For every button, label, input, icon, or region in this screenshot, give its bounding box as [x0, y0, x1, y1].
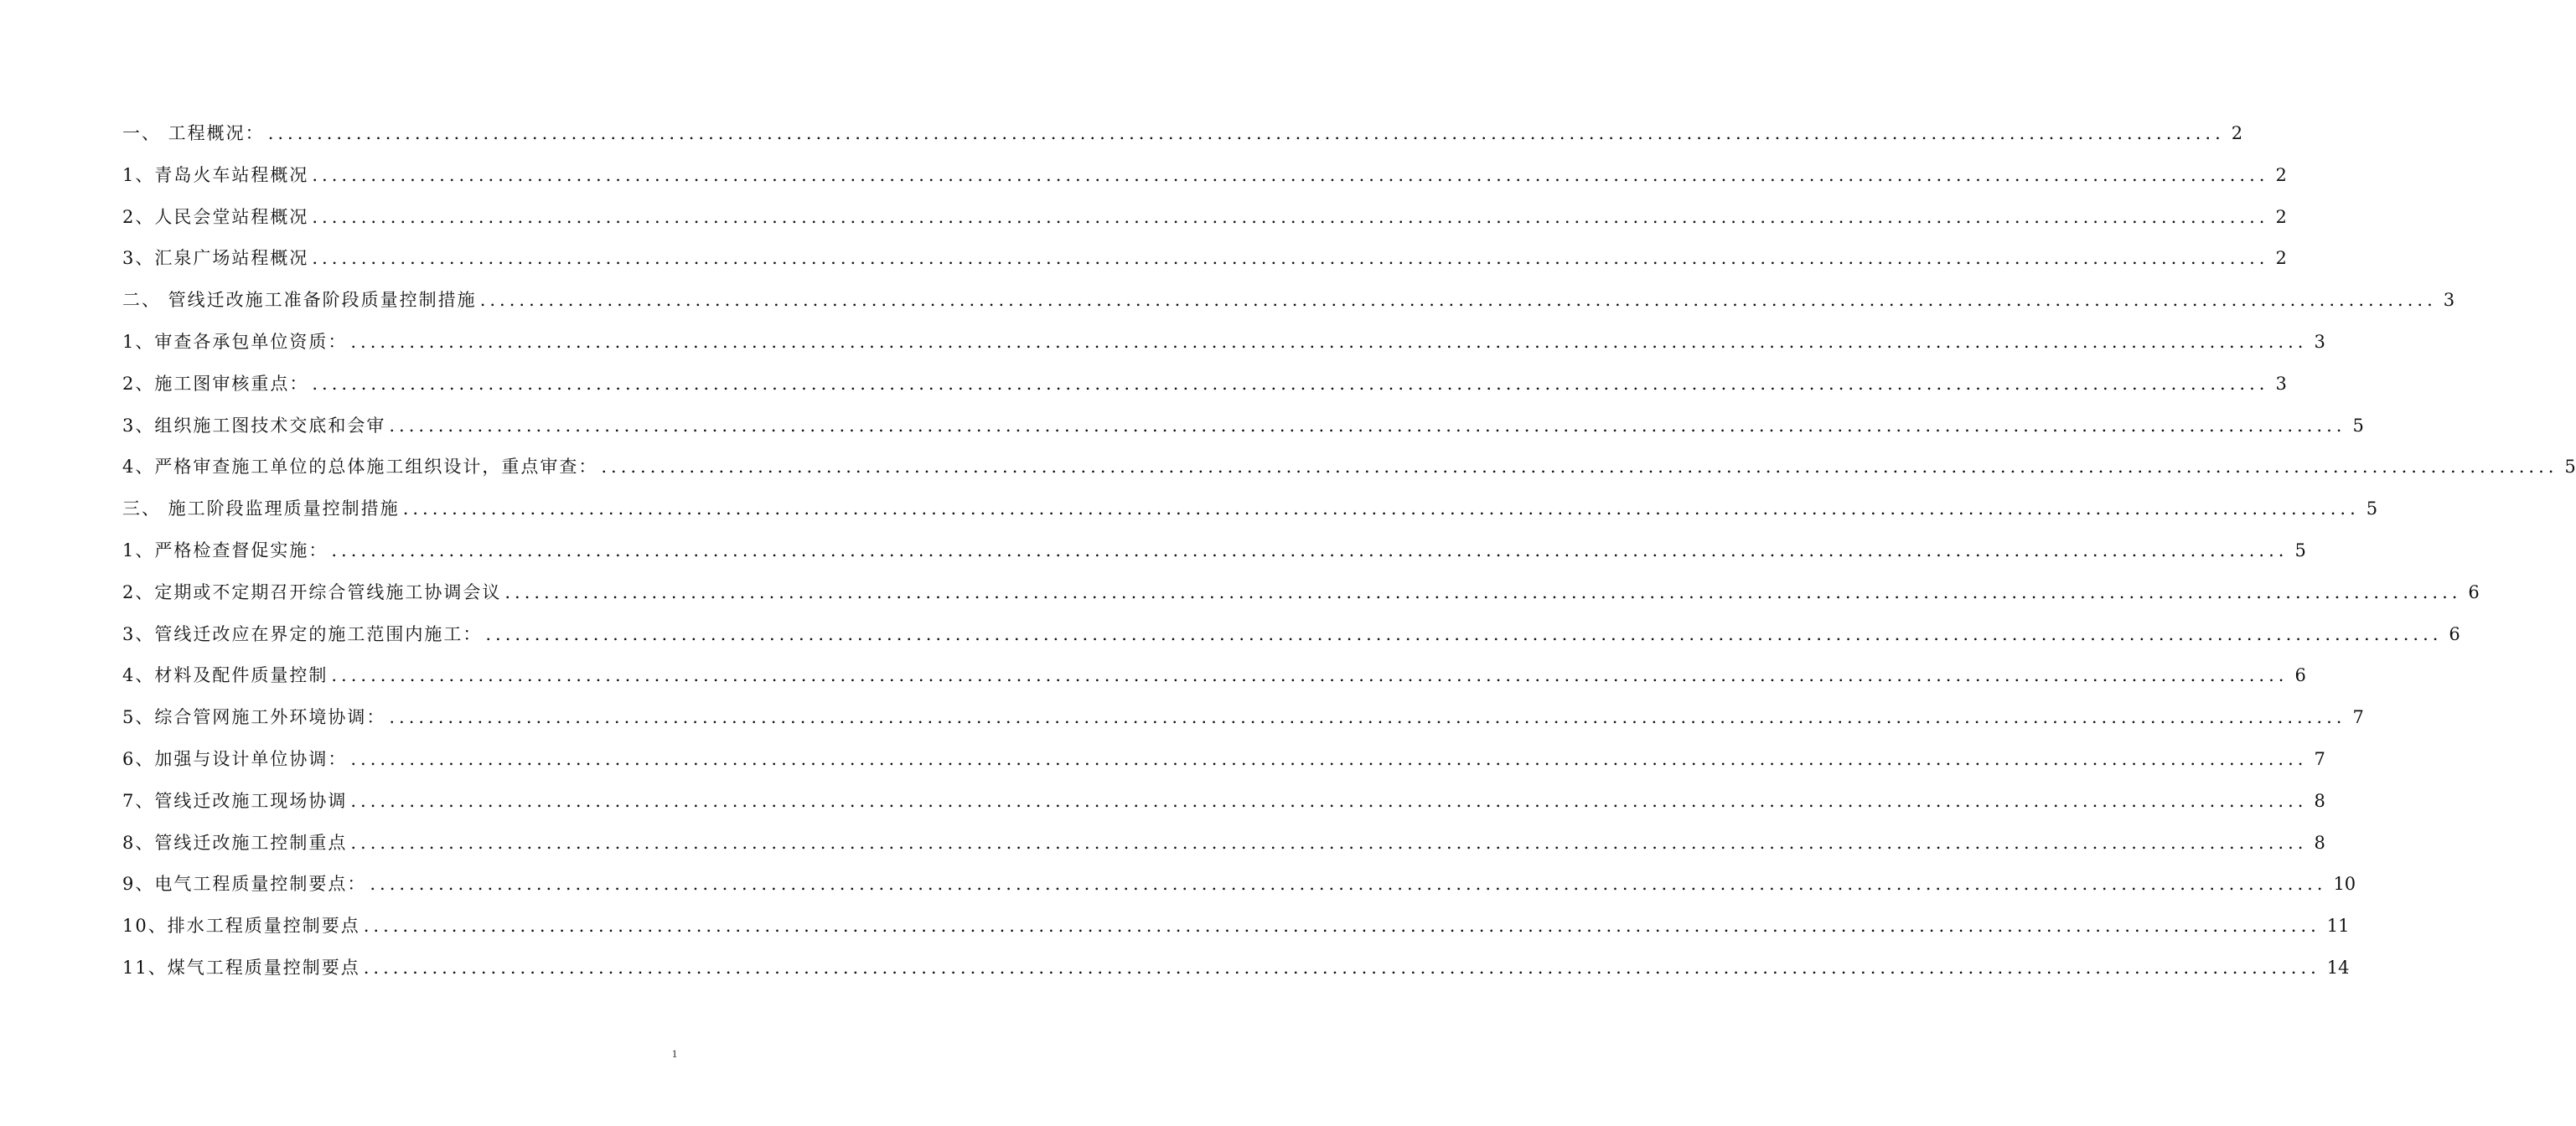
toc-entry-page: 7 — [2352, 707, 2364, 728]
toc-entry[interactable] — [122, 948, 2350, 989]
toc-dot-leader: ........................................................................................................................................................................................................ — [350, 832, 2308, 853]
toc-entry-title: 二、 管线迁改施工准备阶段质量控制措施 — [122, 290, 477, 311]
toc-dot-leader: ........................................................................................................................................................................................................ — [312, 248, 2269, 269]
toc-entry-title: 1、青岛火车站程概况 — [122, 164, 309, 185]
toc-entry-page: 5 — [2564, 457, 2576, 478]
toc-entry-title: 6、加强与设计单位协调： — [122, 748, 348, 769]
toc-entry[interactable] — [122, 655, 2306, 697]
toc-entry-title: 1、严格检查督促实施： — [122, 540, 328, 560]
toc-entry-title: 3、管线迁改应在界定的施工范围内施工： — [122, 623, 483, 644]
toc-entry-title: 8、管线迁改施工控制重点 — [122, 832, 348, 853]
toc-entry-page: 10 — [2333, 874, 2356, 895]
toc-entry-title: 4、严格审查施工单位的总体施工组织设计，重点审查： — [122, 457, 598, 478]
toc-dot-leader: ........................................................................................................................................................................................................ — [267, 123, 2225, 143]
toc-dot-leader: ........................................................................................................................................................................................................ — [312, 164, 2269, 185]
toc-dot-leader: ........................................................................................................................................................................................................ — [370, 874, 2327, 895]
toc-entry[interactable] — [122, 447, 2576, 488]
toc-entry[interactable] — [122, 238, 2287, 280]
toc-entry-title: 3、组织施工图技术交底和会审 — [122, 415, 386, 436]
toc-entry-page: 3 — [2314, 331, 2325, 352]
toc-entry-page: 5 — [2366, 498, 2378, 519]
toc-dot-leader: ........................................................................................................................................................................................................ — [485, 623, 2443, 644]
toc-entry-page: 2 — [2231, 123, 2243, 143]
toc-entry[interactable] — [122, 614, 2460, 656]
toc-dot-leader: ........................................................................................................................................................................................................ — [389, 707, 2346, 728]
toc-entry[interactable] — [122, 364, 2287, 405]
toc-entry-title: 2、人民会堂站程概况 — [122, 206, 309, 227]
toc-entry-title: 11、煤气工程质量控制要点 — [122, 957, 360, 978]
toc-dot-leader: ........................................................................................................................................................................................................ — [504, 581, 2462, 602]
toc-entry-page: 3 — [2275, 373, 2287, 394]
toc-entry[interactable] — [122, 739, 2325, 781]
toc-entry[interactable] — [122, 488, 2378, 530]
toc-dot-leader: ........................................................................................................................................................................................................ — [363, 916, 2320, 937]
toc-dot-leader: ........................................................................................................................................................................................................ — [312, 373, 2269, 394]
toc-entry[interactable] — [122, 906, 2350, 948]
toc-entry-page: 2 — [2275, 248, 2287, 269]
toc-entry-page: 14 — [2326, 957, 2350, 978]
toc-dot-leader: ........................................................................................................................................................................................................ — [331, 665, 2289, 686]
toc-entry-page: 6 — [2294, 665, 2306, 686]
toc-dot-leader: ........................................................................................................................................................................................................ — [350, 331, 2308, 352]
toc-entry-title: 2、定期或不定期召开综合管线施工协调会议 — [122, 581, 502, 602]
toc-dot-leader: ........................................................................................................................................................................................................ — [350, 748, 2308, 769]
toc-entry-title: 5、综合管网施工外环境协调： — [122, 707, 386, 728]
toc-entry[interactable] — [122, 823, 2325, 865]
toc-dot-leader: ........................................................................................................................................................................................................ — [479, 290, 2437, 311]
toc-dot-leader: ........................................................................................................................................................................................................ — [363, 957, 2320, 978]
table-of-contents — [122, 113, 2576, 989]
toc-entry-title: 2、施工图审核重点： — [122, 373, 309, 394]
toc-entry[interactable] — [122, 405, 2364, 447]
toc-dot-leader: ........................................................................................................................................................................................................ — [350, 790, 2308, 811]
toc-entry-page: 6 — [2468, 581, 2480, 602]
toc-entry-page: 8 — [2314, 790, 2325, 811]
toc-entry[interactable] — [122, 322, 2325, 364]
toc-dot-leader: ........................................................................................................................................................................................................ — [389, 415, 2346, 436]
toc-dot-leader: ........................................................................................................................................................................................................ — [402, 498, 2360, 519]
toc-entry-page: 6 — [2449, 623, 2460, 644]
toc-entry-page: 8 — [2314, 832, 2325, 853]
toc-entry[interactable] — [122, 697, 2364, 739]
toc-entry-title: 三、 施工阶段监理质量控制措施 — [122, 498, 400, 519]
toc-entry[interactable] — [122, 113, 2243, 155]
toc-entry[interactable] — [122, 572, 2480, 614]
toc-dot-leader: ........................................................................................................................................................................................................ — [601, 457, 2558, 478]
toc-entry[interactable] — [122, 155, 2287, 197]
toc-entry[interactable] — [122, 864, 2356, 906]
toc-entry[interactable] — [122, 781, 2325, 823]
toc-entry-title: 3、汇泉广场站程概况 — [122, 248, 309, 269]
toc-entry-page: 5 — [2294, 540, 2306, 560]
toc-entry-page: 11 — [2326, 916, 2350, 937]
toc-entry-title: 9、电气工程质量控制要点： — [122, 874, 367, 895]
toc-entry[interactable] — [122, 197, 2287, 239]
toc-dot-leader: ........................................................................................................................................................................................................ — [331, 540, 2289, 560]
toc-entry-page: 5 — [2352, 415, 2364, 436]
toc-entry-page: 7 — [2314, 748, 2325, 769]
toc-entry-page: 2 — [2275, 206, 2287, 227]
toc-entry[interactable] — [122, 280, 2455, 322]
toc-entry-title: 一、 工程概况： — [122, 123, 265, 143]
toc-entry[interactable] — [122, 530, 2306, 572]
toc-entry-title: 10、排水工程质量控制要点 — [122, 916, 360, 937]
page-number: 1 — [671, 1047, 678, 1060]
toc-entry-page: 2 — [2275, 164, 2287, 185]
toc-entry-title: 7、管线迁改施工现场协调 — [122, 790, 348, 811]
toc-dot-leader: ........................................................................................................................................................................................................ — [312, 206, 2269, 227]
toc-entry-title: 4、材料及配件质量控制 — [122, 665, 328, 686]
toc-entry-page: 3 — [2443, 290, 2455, 311]
toc-entry-title: 1、审查各承包单位资质： — [122, 331, 348, 352]
